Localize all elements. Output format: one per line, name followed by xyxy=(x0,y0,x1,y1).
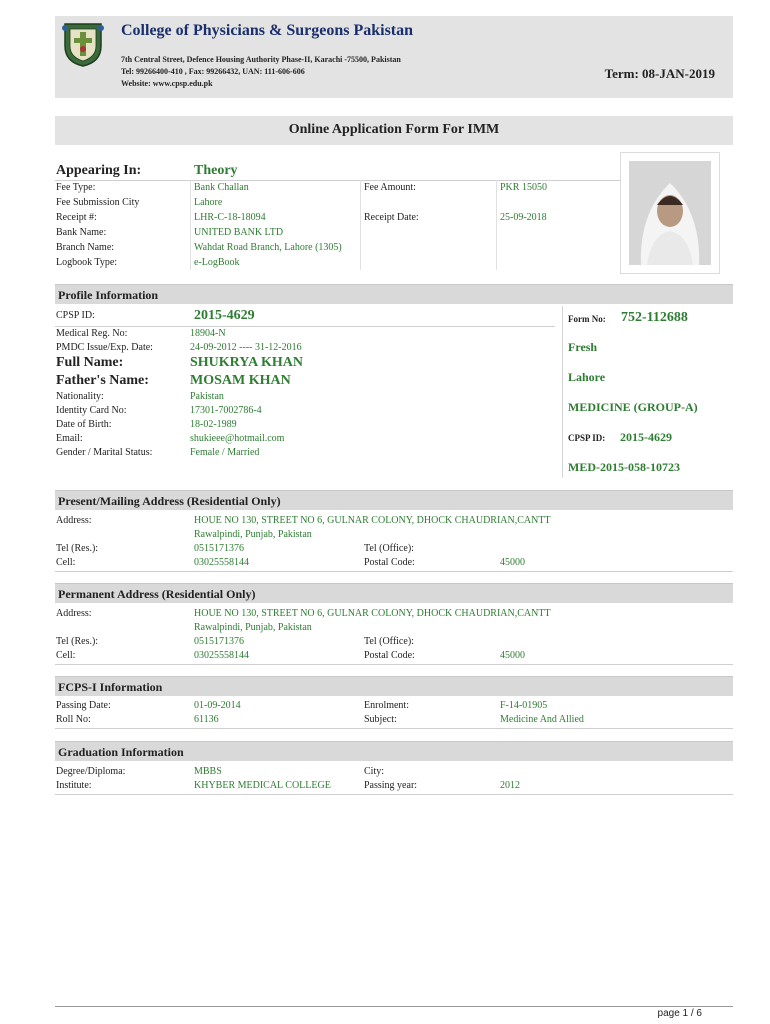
receipt-value: LHR-C-18-18094 xyxy=(194,212,266,223)
present-tel-res-value: 0515171376 xyxy=(194,543,244,554)
divider xyxy=(55,326,555,327)
fee-type-value: Bank Challan xyxy=(194,182,249,193)
appearing-label: Appearing In: xyxy=(56,163,142,178)
fcps-passing-value: 01-09-2014 xyxy=(194,700,241,711)
permanent-postal-label: Postal Code: xyxy=(364,650,415,661)
divider xyxy=(55,794,733,795)
applicant-status: Fresh xyxy=(568,340,598,354)
dob-value: 18-02-1989 xyxy=(190,419,237,430)
receipt-label: Receipt #: xyxy=(56,212,97,223)
grid-line xyxy=(360,180,361,270)
divider xyxy=(55,728,733,729)
bank-value: UNITED BANK LTD xyxy=(194,227,284,238)
fcps-roll-value: 61136 xyxy=(194,714,219,725)
pmdc-value: 24-09-2012 ---- 31-12-2016 xyxy=(190,342,302,353)
gender-value: Female / Married xyxy=(190,447,260,458)
fcps-enrol-value: F-14-01905 xyxy=(500,700,548,711)
college-contact: Tel: 99266400-410 , Fax: 99266432, UAN: 111-606-606 xyxy=(121,67,305,76)
college-name: College of Physicians & Surgeons Pakistan xyxy=(121,22,414,39)
nationality-label: Nationality: xyxy=(56,391,104,402)
form-no-value: 752-112688 xyxy=(621,310,688,325)
fee-amount-value: PKR 15050 xyxy=(500,182,547,193)
fcps-roll-label: Roll No: xyxy=(56,714,91,725)
permanent-tel-office-label: Tel (Office): xyxy=(364,636,414,647)
present-address-line1: HOUE NO 130, STREET NO 6, GULNAR COLONY, DHOCK CHAUDRIAN,CANTT xyxy=(194,515,551,526)
permanent-tel-res-label: Tel (Res.): xyxy=(56,636,99,647)
present-tel-res-label: Tel (Res.): xyxy=(56,543,99,554)
side-cpsp-label: CPSP ID: xyxy=(568,433,606,443)
nationality-value: Pakistan xyxy=(190,391,224,402)
fcps-enrol-label: Enrolment: xyxy=(364,700,409,711)
present-tel-office-label: Tel (Office): xyxy=(364,543,414,554)
branch-value: Wahdat Road Branch, Lahore (1305) xyxy=(194,242,342,253)
degree-label: Degree/Diploma: xyxy=(56,766,126,777)
profile-heading: Profile Information xyxy=(55,284,733,304)
degree-value: MBBS xyxy=(194,766,222,777)
present-address-heading: Present/Mailing Address (Residential Only) xyxy=(55,490,733,510)
divider xyxy=(55,571,733,572)
profile-side-divider xyxy=(562,306,563,478)
appearing-value: Theory xyxy=(194,163,238,178)
divider xyxy=(55,664,733,665)
college-website: Website: www.cpsp.edu.pk xyxy=(121,79,213,88)
present-cell-value: 03025558144 xyxy=(194,557,249,568)
present-cell-label: Cell: xyxy=(56,557,76,568)
pmdc-label: PMDC Issue/Exp. Date: xyxy=(56,342,153,353)
permanent-address-line1: HOUE NO 130, STREET NO 6, GULNAR COLONY, DHOCK CHAUDRIAN,CANTT xyxy=(194,608,551,619)
logbook-label: Logbook Type: xyxy=(56,257,118,268)
med-reg-value: 18904-N xyxy=(190,328,226,339)
college-address: 7th Central Street, Defence Housing Authority Phase-II, Karachi -75500, Pakistan xyxy=(121,55,401,64)
permanent-address-heading: Permanent Address (Residential Only) xyxy=(55,583,733,603)
fcps-heading: FCPS-I Information xyxy=(55,676,733,696)
header-band xyxy=(55,16,733,98)
passing-year-value: 2012 xyxy=(500,780,520,791)
identity-card-label: Identity Card No: xyxy=(56,405,127,416)
full-name-label: Full Name: xyxy=(56,355,124,370)
fee-city-label: Fee Submission City xyxy=(56,197,140,208)
present-address-label: Address: xyxy=(56,515,92,526)
fee-amount-label: Fee Amount: xyxy=(364,182,416,193)
present-postal-label: Postal Code: xyxy=(364,557,415,568)
grid-line xyxy=(496,180,497,270)
fcps-subject-value: Medicine And Allied xyxy=(500,714,584,725)
receipt-date-value: 25-09-2018 xyxy=(500,212,547,223)
email-label: Email: xyxy=(56,433,83,444)
logbook-value: e-LogBook xyxy=(194,257,240,268)
branch-label: Branch Name: xyxy=(56,242,115,253)
email-value: shukieee@hotmail.com xyxy=(190,433,285,444)
grid-line xyxy=(190,180,622,270)
permanent-tel-res-value: 0515171376 xyxy=(194,636,244,647)
permanent-cell-value: 03025558144 xyxy=(194,650,249,661)
side-cpsp-value: 2015-4629 xyxy=(620,430,672,444)
dob-label: Date of Birth: xyxy=(56,419,112,430)
footer-rule xyxy=(55,1006,733,1007)
cpsp-id-value: 2015-4629 xyxy=(194,308,255,323)
receipt-date-label: Receipt Date: xyxy=(364,212,419,223)
form-title: Online Application Form For IMM xyxy=(288,122,500,137)
father-name-label: Father's Name: xyxy=(56,373,149,388)
passing-year-label: Passing year: xyxy=(364,780,418,791)
permanent-cell-label: Cell: xyxy=(56,650,76,661)
present-postal-value: 45000 xyxy=(500,557,525,568)
institute-label: Institute: xyxy=(56,780,92,791)
med-reg-label: Medical Reg. No: xyxy=(56,328,128,339)
applicant-code: MED-2015-058-10723 xyxy=(568,460,680,474)
applicant-group: MEDICINE (GROUP-A) xyxy=(568,400,698,414)
present-address-line2: Rawalpindi, Punjab, Pakistan xyxy=(194,529,312,540)
permanent-address-line2: Rawalpindi, Punjab, Pakistan xyxy=(194,622,312,633)
applicant-photo xyxy=(620,152,720,274)
bank-label: Bank Name: xyxy=(56,227,107,238)
institute-value: KHYBER MEDICAL COLLEGE xyxy=(194,780,331,791)
fee-type-label: Fee Type: xyxy=(56,182,96,193)
grad-city-label: City: xyxy=(364,766,385,777)
permanent-address-label: Address: xyxy=(56,608,92,619)
fcps-passing-label: Passing Date: xyxy=(56,700,111,711)
graduation-heading: Graduation Information xyxy=(55,741,733,761)
form-no-label: Form No: xyxy=(568,314,606,324)
fee-city-value: Lahore xyxy=(194,197,223,208)
full-name-value: SHUKRYA KHAN xyxy=(190,355,303,370)
permanent-postal-value: 45000 xyxy=(500,650,525,661)
applicant-city: Lahore xyxy=(568,370,606,384)
fcps-subject-label: Subject: xyxy=(364,714,397,725)
page-number: page 1 / 6 xyxy=(657,1008,702,1019)
father-name-value: MOSAM KHAN xyxy=(190,373,291,388)
form-title-band xyxy=(55,116,733,145)
cpsp-id-label: CPSP ID: xyxy=(56,310,95,321)
cpsp-logo-icon xyxy=(61,20,105,68)
identity-card-value: 17301-7002786-4 xyxy=(190,405,262,416)
term-label: Term: 08-JAN-2019 xyxy=(604,66,715,81)
gender-label: Gender / Marital Status: xyxy=(56,447,153,458)
